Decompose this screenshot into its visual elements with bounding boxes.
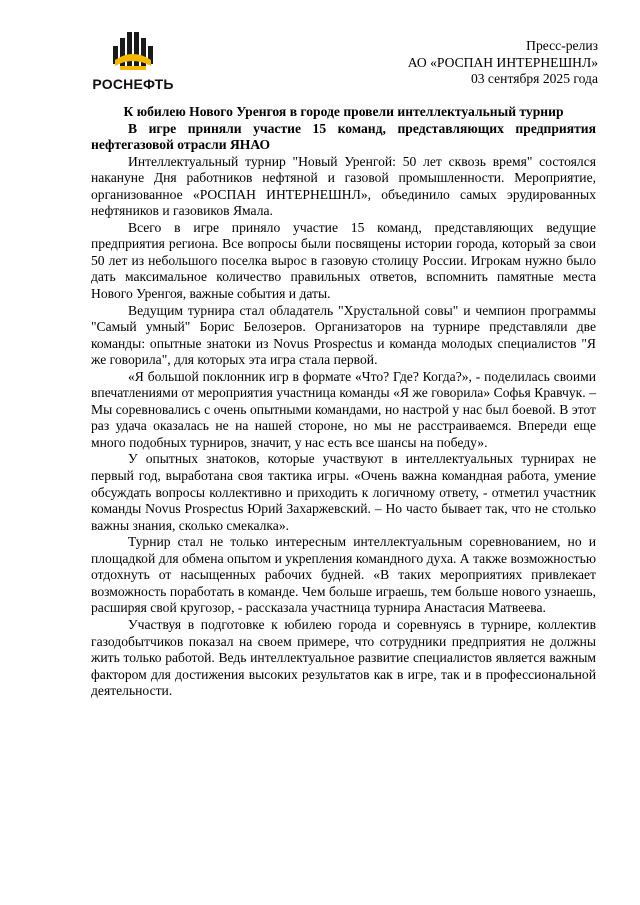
press-release-header	[408, 38, 598, 88]
paragraph: «Я большой поклонник игр в формате «Что? Где? Когда?», - поделилась своими впечатлениями от мероприятия участница команды «Я же говорила» Софья Кравчук. – Мы соревновались с очень опытными командами, но настрой у нас был боевой. В этот раз удача оказалась не на нашей стороне, но мы не расстраиваемся. Впереди еще много подобных турниров, значит, у нас есть все шансы на победу».	[91, 368, 596, 450]
company-name: АО «РОСПАН ИНТЕРНЕШНЛ»	[407, 54, 598, 70]
paragraph: Турнир стал не только интересным интеллектуальным соревнованием, но и площадкой для обмена опытом и укрепления командного духа. А также возможностью отдохнуть от насыщенных рабочих будней. «В таких мероприятиях привлекает возможность поработать в команде. Чем больше играешь, тем больше нового узнаешь, расширяя свой кругозор, - рассказала участница турнира Анастасия Матвеева.	[91, 534, 596, 616]
paragraph: Ведущим турнира стал обладатель "Хрустальной совы" и чемпион программы "Самый умный" Борис Белозеров. Организаторов на турнире представляли две команды: опытные знатоки из Novus Prospectus и команда молодых специалистов "Я же говорила", для которых эта игра стала первой.	[91, 302, 596, 368]
document-type: Пресс-релиз	[526, 38, 598, 53]
logo-wordmark: РОСНЕФТЬ	[92, 76, 174, 92]
release-date: 03 сентября 2025 года	[470, 71, 598, 86]
paragraph: Участвуя в подготовке к юбилею города и соревнуясь в турнире, коллектив газодобытчиков показал на своем примере, что сотрудники предприятия не должны жить только работой. Ведь интеллектуальное развитие специалистов является важным фактором для достижения высоких результатов как в игре, так и в профессиональной деятельности.	[91, 616, 596, 699]
article-body	[91, 104, 596, 700]
rosneft-logo	[92, 30, 174, 100]
paragraph: У опытных знатоков, которые участвуют в интеллектуальных турнирах не первый год, выработана своя тактика игры. «Очень важна командная работа, умение обсуждать вопросы коллективно и приходить к логичному ответу, - отметил участник команды Novus Prospectus Юрий Захаржевский. – Но часто бывает так, что не столько важны знания, сколько смекалка».	[91, 451, 596, 533]
paragraph: Интеллектуальный турнир "Новый Уренгой: 50 лет сквозь время" состоялся накануне Дня работников нефтяной и газовой промышленности. Мероприятие, организованное «РОСПАН ИНТЕРНЕШНЛ», объединило самых эрудированных нефтяников и газовиков Ямала.	[91, 153, 596, 219]
paragraph: Всего в игре приняло участие 15 команд, представляющих ведущие предприятия региона. Все вопросы были посвящены истории города, который за свои 50 лет из небольшого поселка вырос в газовую столицу России. Игрокам нужно было дать максимальное количество правильных ответов, вспомнить памятные места Нового Уренгоя, важные события и даты.	[91, 219, 596, 302]
rosneft-emblem-icon	[112, 30, 154, 72]
article-title: К юбилею Нового Уренгоя в городе провели интеллектуальный турнир	[123, 104, 564, 119]
article-subtitle: В игре приняли участие 15 команд, представляющих предприятия нефтегазовой отрасли ЯНАО	[91, 120, 596, 153]
